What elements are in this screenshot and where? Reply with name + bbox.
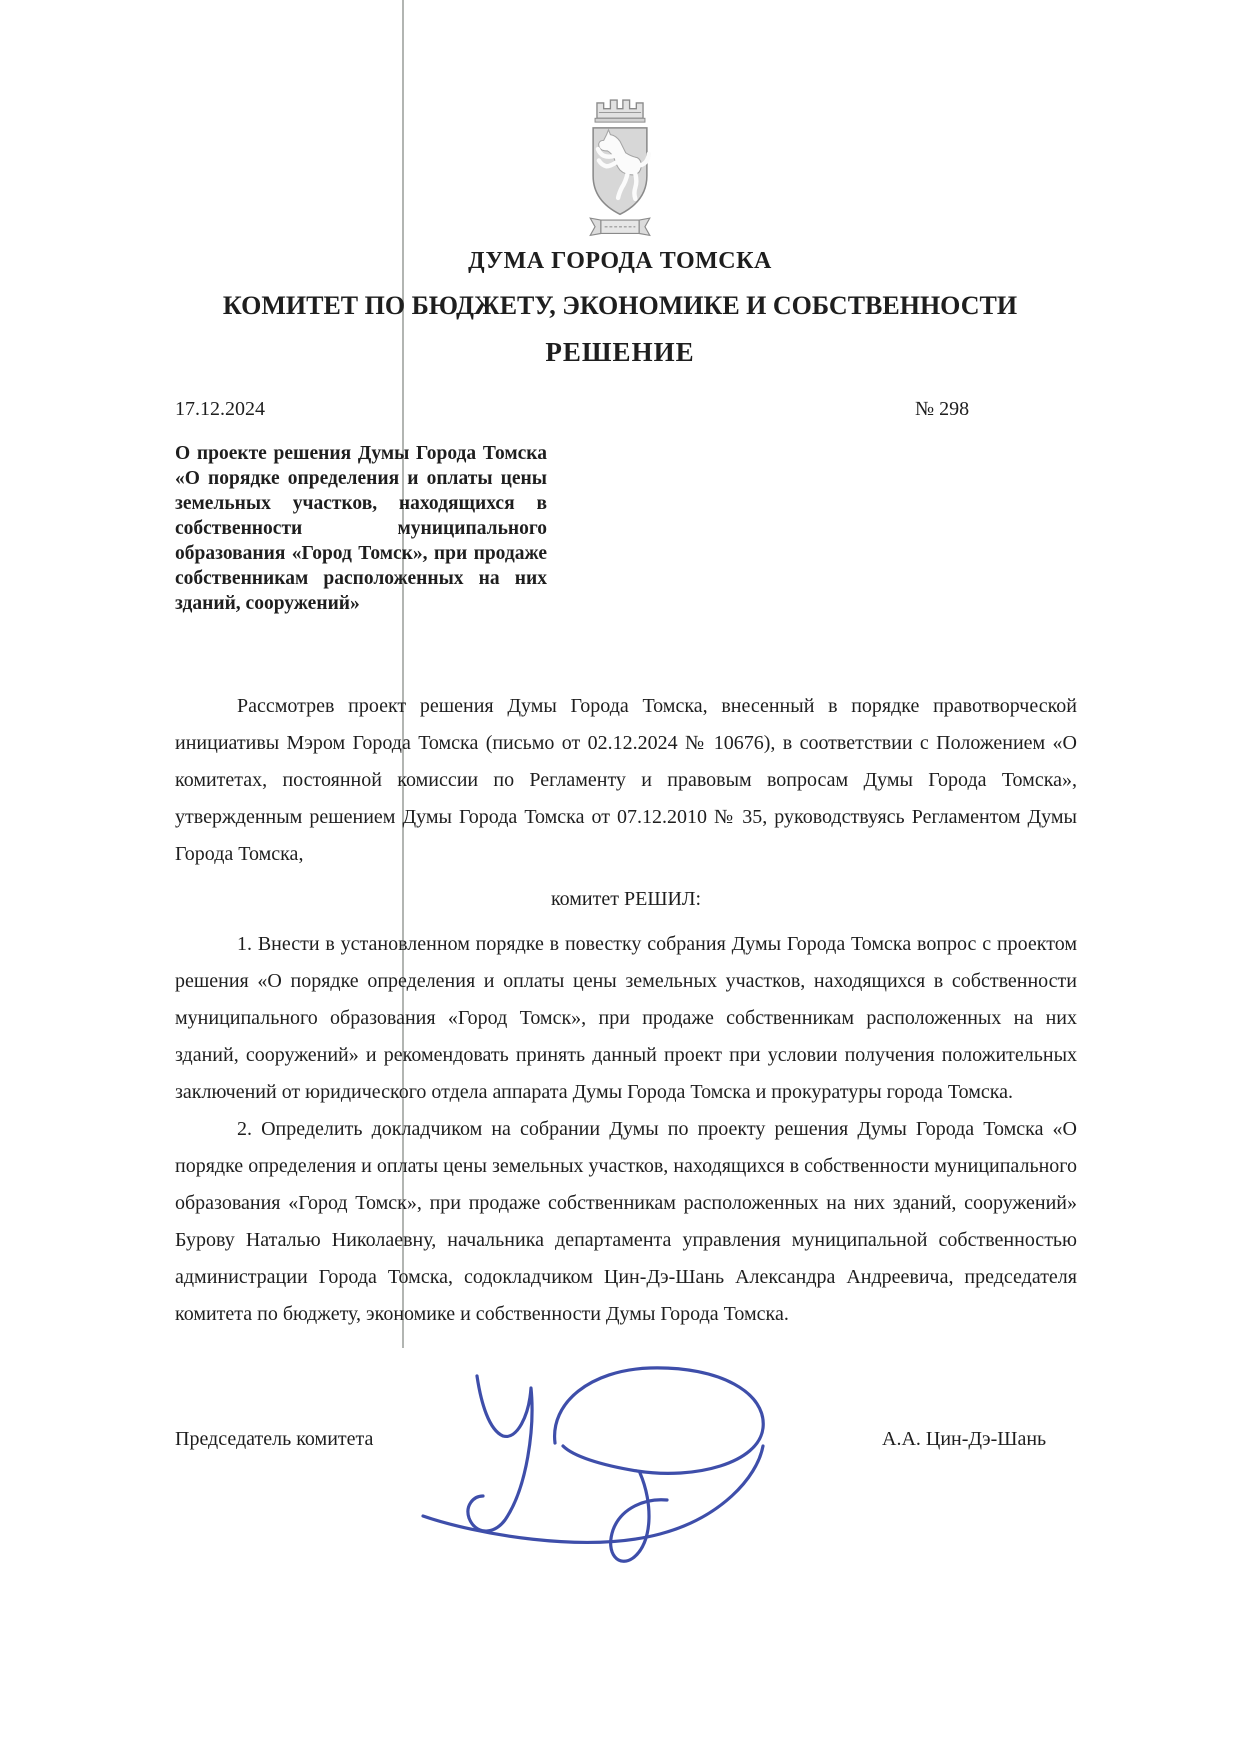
resolution-heading: комитет РЕШИЛ: — [550, 888, 702, 910]
document-number: № 298 — [915, 398, 970, 420]
crown-shape — [595, 100, 645, 122]
resolution-item-2: 2. Определить докладчиком на собрании Думы по проекту решения Думы Города Томска «О порядке определения и оплаты цены земельных участков, находящихся в собственности муниципального образования «Город Томск», при продаже собственникам расположенных на них зданий, сооружений» Бурову Наталью Николаевну, начальника департамента управления муниципальной собственностью администрации Города Томска, содокладчиком Цин-Дэ-Шань Александра Андреевича, председателя комитета по бюджету, экономике и собственности Думы Города Томска. — [175, 1118, 1077, 1325]
meta-row — [175, 398, 1077, 421]
organization-name: ДУМА ГОРОДА ТОМСКА — [468, 248, 772, 274]
ribbon-shape — [590, 218, 650, 235]
document-subject: О проекте решения Думы Города Томска «О порядке определения и оплаты цены земельных участков, находящихся в собственности муниципального образования «Город Томск», при продаже собственникам расположенных на них зданий, сооружений» — [175, 443, 547, 614]
committee-name: КОМИТЕТ ПО БЮДЖЕТУ, ЭКОНОМИКЕ И СОБСТВЕННОСТИ — [222, 291, 1018, 320]
tomsk-coat-of-arms-icon — [572, 90, 668, 256]
handwritten-signature-icon — [405, 1358, 797, 1576]
signer-position-title: Председатель комитета — [175, 1428, 374, 1450]
document-type-heading: РЕШЕНИЕ — [545, 337, 695, 367]
document-date: 17.12.2024 — [175, 398, 265, 420]
preamble-paragraph: Рассмотрев проект решения Думы Города Томска, внесенный в порядке правотворческой инициативы Мэром Города Томска (письмо от 02.12.2024 № 10676), в соответствии с Положением «О комитетах, постоянной комиссии по Регламенту и правовым вопросам Думы Города Томска», утвержденным решением Думы Города Томска от 07.12.2010 № 35, руководствуясь Регламентом Думы Города Томска, — [175, 695, 1077, 865]
document-body — [175, 688, 1077, 1333]
resolution-item-1: 1. Внести в установленном порядке в повестку собрания Думы Города Томска вопрос с проектом решения «О порядке определения и оплаты цены земельных участков, находящихся в собственности муниципального образования «Город Томск», при продаже собственникам расположенных на них зданий, сооружений» и рекомендовать принять данный проект при условии получения положительных заключений от юридического отдела аппарата Думы Города Томска и прокуратуры города Томска. — [175, 933, 1077, 1103]
signer-name: А.А. Цин-Дэ-Шань — [882, 1428, 1047, 1450]
